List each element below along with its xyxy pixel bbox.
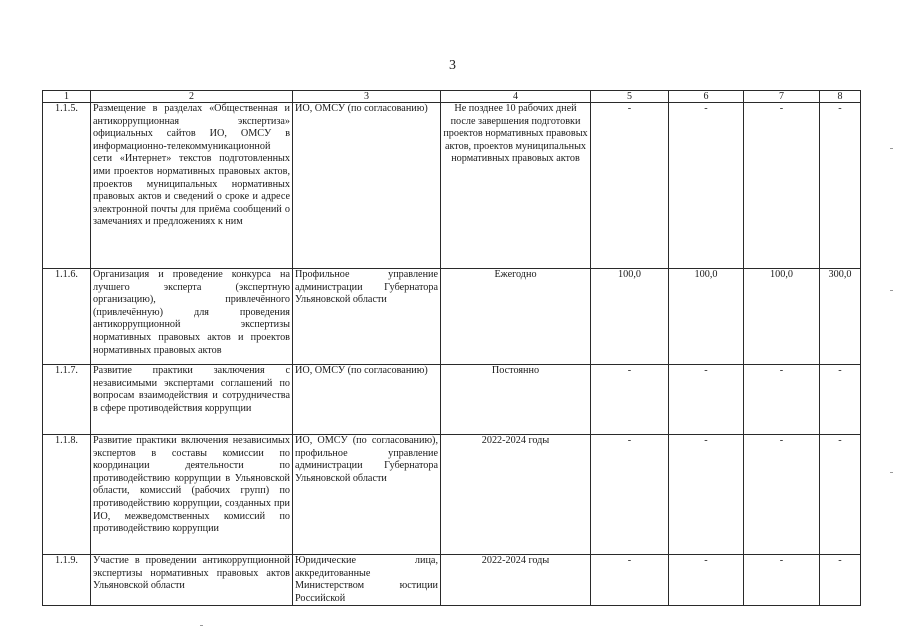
- term-text: 2022-2024 годы: [441, 435, 591, 555]
- scan-speck: [200, 625, 203, 626]
- column-header: 4: [441, 91, 591, 103]
- value-cell: -: [669, 555, 744, 606]
- executor-text: ИО, ОМСУ (по согласованию): [293, 103, 441, 269]
- term-text: Постоянно: [441, 365, 591, 435]
- page-number: 3: [449, 58, 456, 73]
- table-row: [43, 365, 861, 435]
- row-number: 1.1.8.: [43, 435, 91, 555]
- value-cell: -: [744, 435, 820, 555]
- column-header: 2: [91, 91, 293, 103]
- column-header: 1: [43, 91, 91, 103]
- row-number: 1.1.5.: [43, 103, 91, 269]
- row-number: 1.1.7.: [43, 365, 91, 435]
- term-text: 2022-2024 годы: [441, 555, 591, 606]
- value-cell: -: [669, 103, 744, 269]
- measures-table: [42, 90, 861, 606]
- header-row: [43, 91, 861, 103]
- value-cell: -: [820, 435, 861, 555]
- value-cell: 300,0: [820, 269, 861, 365]
- value-cell: -: [591, 365, 669, 435]
- column-header: 5: [591, 91, 669, 103]
- term-text: Ежегодно: [441, 269, 591, 365]
- table-row: [43, 103, 861, 269]
- value-cell: -: [591, 103, 669, 269]
- measure-text: Размещение в разделах «Общественная и антикоррупционная экспертиза» официальных сайтов ИО, ОМСУ в информационно-телекоммуникационной сети «Интернет» текстов подготовленных ими проектов нормативных правовых актов, проектов муниципальных нормативных правовых актов и сведений о сроке и адресе электронной почты для приёма сообщений о замечаниях и предложениях к ним: [91, 103, 293, 269]
- scan-speck: [890, 290, 893, 291]
- value-cell: -: [744, 555, 820, 606]
- value-cell: 100,0: [744, 269, 820, 365]
- value-cell: -: [820, 103, 861, 269]
- column-header: 8: [820, 91, 861, 103]
- value-cell: -: [744, 365, 820, 435]
- table-row: [43, 269, 861, 365]
- scan-speck: [890, 148, 893, 149]
- value-cell: 100,0: [669, 269, 744, 365]
- executor-text: Профильное управление администрации Губернатора Ульяновской области: [293, 269, 441, 365]
- value-cell: -: [591, 555, 669, 606]
- column-header: 6: [669, 91, 744, 103]
- column-header: 3: [293, 91, 441, 103]
- column-header: 7: [744, 91, 820, 103]
- measure-text: Участие в проведении антикоррупционной экспертизы нормативных правовых актов Ульяновской области: [91, 555, 293, 606]
- measure-text: Развитие практики заключения с независимыми экспертами соглашений по вопросам взаимодействия и сотрудничества в сфере противодействия коррупции: [91, 365, 293, 435]
- executor-text: ИО, ОМСУ (по согласованию): [293, 365, 441, 435]
- value-cell: -: [591, 435, 669, 555]
- value-cell: -: [669, 365, 744, 435]
- row-number: 1.1.6.: [43, 269, 91, 365]
- row-number: 1.1.9.: [43, 555, 91, 606]
- measure-text: Развитие практики включения независимых экспертов в составы комиссии по координации деятельности по противодействию коррупции в Ульяновской области, комиссий (рабочих групп) по противодействию коррупции, созданных при ИО, межведомственных комиссий по противодействию коррупции: [91, 435, 293, 555]
- table-row: [43, 435, 861, 555]
- scan-speck: [890, 472, 893, 473]
- executor-text: Юридические лица, аккредитованные Министерством юстиции Российской: [293, 555, 441, 606]
- value-cell: -: [820, 555, 861, 606]
- executor-text: ИО, ОМСУ (по согласованию), профильное управление администрации Губернатора Ульяновской области: [293, 435, 441, 555]
- measure-text: Организация и проведение конкурса на лучшего эксперта (экспертную организацию), привлечённого (привлечённую) для проведения антикоррупционной экспертизы нормативных правовых актов и проектов нормативных правовых актов: [91, 269, 293, 365]
- value-cell: -: [820, 365, 861, 435]
- term-text: Не позднее 10 рабочих дней после завершения подготовки проектов нормативных правовых актов, проектов муниципальных нормативных правовых актов: [441, 103, 591, 269]
- value-cell: -: [744, 103, 820, 269]
- value-cell: -: [669, 435, 744, 555]
- value-cell: 100,0: [591, 269, 669, 365]
- table-row: [43, 555, 861, 606]
